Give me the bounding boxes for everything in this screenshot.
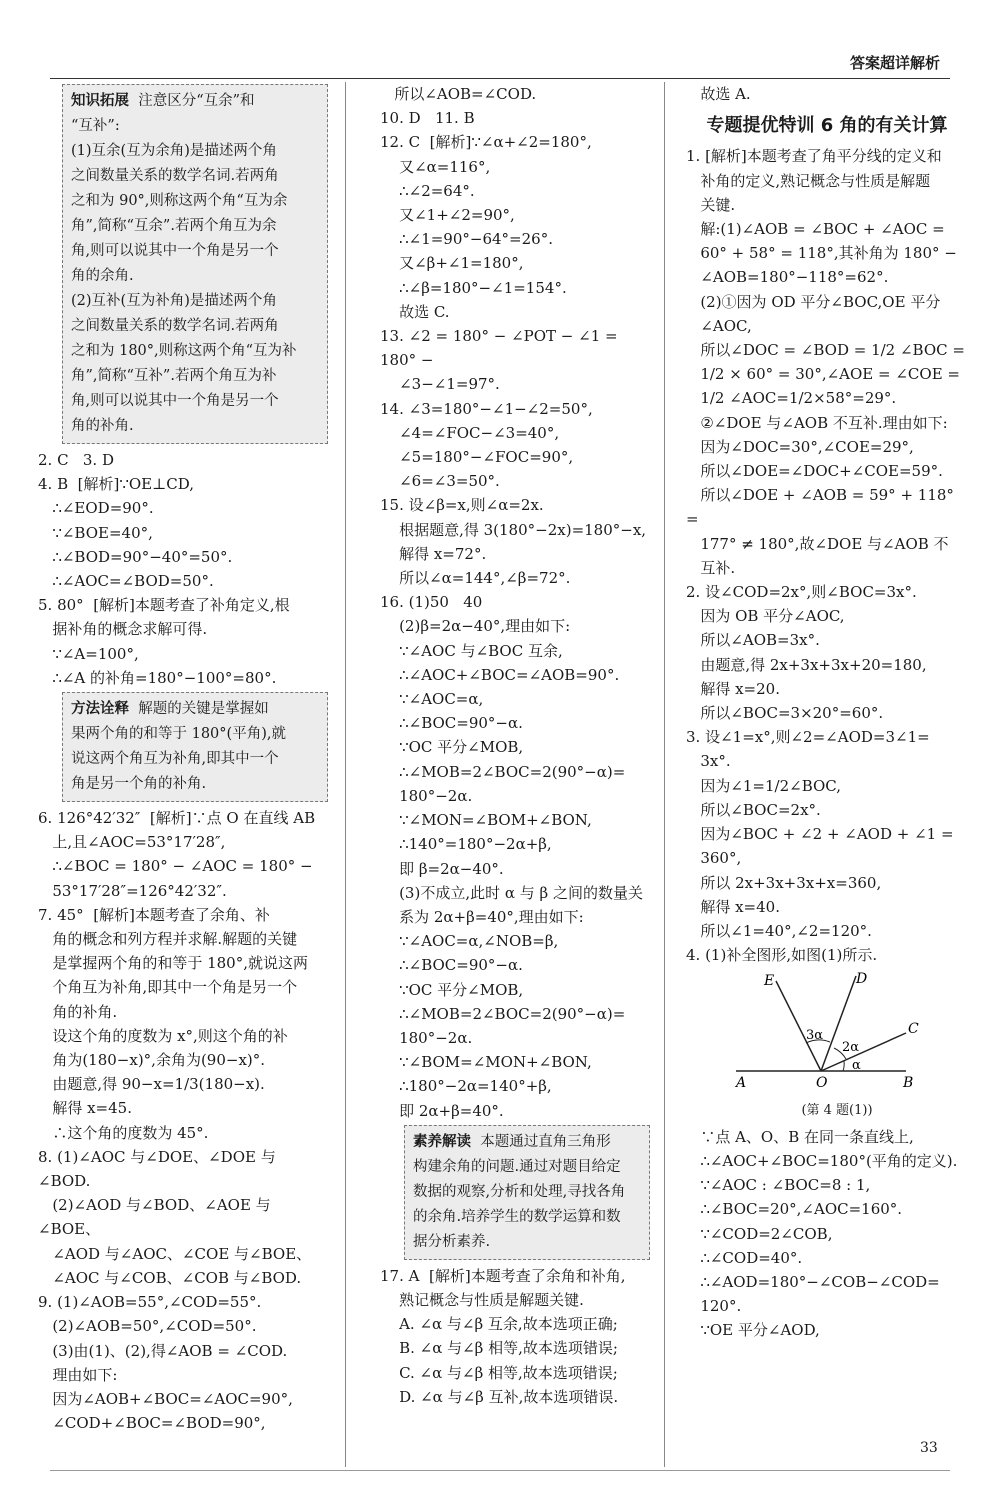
text-line: ∵∠BOE=40°, — [38, 523, 153, 542]
text-line: 180°−2α. — [380, 1028, 473, 1047]
text-line: ∴∠BOC=90°−α. — [380, 714, 523, 733]
text-line: 故选 A. — [686, 85, 751, 103]
box-line: 角的补角. — [71, 418, 134, 434]
text-line: 设这个角的度数为 x°,则这个角的补 — [38, 1026, 288, 1045]
text-line: 即 β=2α−40°. — [380, 859, 504, 878]
column-1 — [38, 82, 328, 1435]
text-line: 9. (1)∠AOB=55°,∠COD=55°. — [38, 1293, 262, 1312]
text-line: (2)β=2α−40°,理由如下: — [380, 617, 571, 636]
answers-6-9 — [38, 806, 328, 1435]
text-line: ∴∠BOC=20°,∠AOC=160°. — [686, 1200, 903, 1219]
text-line: 15. 设∠β=x,则∠α=2x. — [380, 496, 544, 515]
answer-4-continued — [686, 1125, 968, 1343]
text-line: ∴∠AOD=180°−∠COB−∠COD= — [686, 1272, 940, 1291]
text-line: 因为∠AOB+∠BOC=∠AOC=90°, — [38, 1389, 293, 1408]
text-line: ∴∠EOD=90°. — [38, 499, 154, 518]
text-line: 据补角的概念求解可得. — [38, 620, 208, 639]
text-line: 1/2 ∠AOC=1/2×58°=29°. — [686, 389, 897, 408]
text-line: ∵OC 平分∠MOB, — [380, 980, 524, 999]
box-line: 数据的观察,分析和处理,寻找各角 — [413, 1183, 626, 1200]
text-line: 所以∠α=144°,∠β=72°. — [380, 569, 571, 588]
label-alpha: α — [852, 1058, 861, 1074]
text-line: ∴∠COD=40°. — [686, 1248, 803, 1267]
text-line: ∵∠BOM=∠MON+∠BON, — [380, 1053, 592, 1072]
text-line: ∴140°=180°−2α+β, — [380, 835, 552, 854]
text-line: ∵∠COD=2∠COB, — [686, 1224, 833, 1243]
text-line: (3)由(1)、(2),得∠AOB = ∠COD. — [38, 1341, 288, 1360]
section-title: 专题提优特训 6 角的有关计算 — [706, 115, 948, 137]
text-line: ∴∠1=90°−64°=26°. — [380, 230, 553, 249]
literacy-box — [404, 1125, 650, 1260]
text-line: 2. C 3. D — [38, 451, 114, 469]
text-line: ∵OC 平分∠MOB, — [380, 738, 524, 757]
text-line: 10. D 11. B — [380, 109, 475, 128]
text-line: ∵OE 平分∠AOD, — [686, 1321, 820, 1340]
box-line: 角是另一个角的补角. — [71, 776, 207, 793]
column-divider-2 — [664, 82, 665, 1467]
text-line: ②∠DOE 与∠AOB 不互补.理由如下: — [686, 413, 948, 432]
box-first-line — [71, 697, 319, 722]
text-line: ∴∠BOC = 180° − ∠AOC = 180° − — [38, 857, 313, 876]
column-3 — [686, 82, 968, 1343]
knowledge-box — [62, 84, 328, 444]
page-number: 33 — [920, 1440, 938, 1456]
box-first-line — [413, 1130, 641, 1155]
text-line: B. ∠α 与∠β 相等,故本选项错误; — [380, 1339, 618, 1358]
figure-caption: (第 4 题(1)) — [801, 1102, 873, 1118]
text-line: 360°, — [686, 849, 742, 868]
answers-17 — [380, 1264, 650, 1409]
text-line: 解:(1)∠AOB = ∠BOC + ∠AOC = — [686, 220, 945, 239]
box-text: 本题通过直角三角形 — [480, 1133, 611, 1150]
text-line: 3. 设∠1=x°,则∠2=∠AOD=3∠1= — [686, 728, 930, 747]
text-line: 60° + 58° = 118°,其补角为 180° − — [686, 244, 957, 263]
text-line: 所以∠DOC = ∠BOD = 1/2 ∠BOC = — [686, 341, 965, 360]
text-line: A. ∠α 与∠β 互余,故本选项正确; — [380, 1315, 618, 1334]
text-line: 又∠α=116°, — [380, 157, 491, 176]
text-line: 解得 x=40. — [686, 897, 780, 916]
page-header — [50, 50, 950, 79]
text-line: 又∠1+∠2=90°, — [380, 206, 515, 225]
text-line: 又∠β+∠1=180°, — [380, 254, 524, 273]
column-2 — [380, 82, 650, 1409]
text-line: 即 2α+β=40°. — [380, 1101, 504, 1120]
text-line: ∠4=∠FOC−∠3=40°, — [380, 423, 560, 442]
text-line: 因为∠BOC + ∠2 + ∠AOD + ∠1 = — [686, 825, 954, 844]
text-line: 所以 2x+3x+3x+x=360, — [686, 873, 882, 892]
box-line: 之和为 90°,则称这两个角“互为余 — [71, 193, 288, 209]
box-line: 角,则可以说其中一个角是另一个 — [71, 393, 279, 409]
text-line: 角的概念和列方程并求解.解题的关键 — [38, 930, 298, 949]
text-line: 7. 45° [解析]本题考查了余角、补 — [38, 905, 270, 924]
column-divider-1 — [345, 82, 346, 1467]
text-line: 因为 OB 平分∠AOC, — [686, 607, 845, 626]
text-line: 解得 x=45. — [38, 1099, 132, 1118]
text-line: 2. 设∠COD=2x°,则∠BOC=3x°. — [686, 583, 917, 602]
text-line: 180°−2α. — [380, 786, 473, 805]
box-line: 的余角.培养学生的数学运算和数 — [413, 1208, 621, 1225]
text-line: 53°17′28″=126°42′32″. — [38, 881, 227, 900]
text-line: 17. A [解析]本题考查了余角和补角, — [380, 1266, 626, 1285]
label-a: A — [736, 1075, 747, 1092]
box-line: 说这两个角互为补角,即其中一个 — [71, 751, 279, 768]
text-line: ∠AOB=180°−118°=62°. — [686, 268, 889, 287]
box-tag: 方法诠释 — [71, 701, 129, 718]
text-line: ∠COD+∠BOC=∠BOD=90°, — [38, 1414, 266, 1433]
text-line: 补角的定义,熟记概念与性质是解题 — [686, 171, 931, 190]
text-line: ∴这个角的度数为 45°. — [38, 1123, 209, 1142]
text-line: 13. ∠2 = 180° − ∠POT − ∠1 = 180° − — [380, 327, 623, 370]
text-line: 由题意,得 2x+3x+3x+20=180, — [686, 655, 927, 674]
text-line: 16. (1)50 40 — [380, 593, 483, 612]
text-line: ∠5=180°−∠FOC=90°, — [380, 448, 574, 467]
text-line: ∵∠A=100°, — [38, 644, 139, 663]
angle-diagram — [706, 971, 936, 1091]
text-line: ∠AOC, — [686, 316, 752, 335]
box-line: 角的余角. — [71, 268, 134, 284]
text-line: ∴∠AOC=∠BOD=50°. — [38, 572, 214, 591]
text-line: 所以∠BOC=2x°. — [686, 800, 821, 819]
figure-4-1 — [706, 971, 968, 1122]
box-line: 之间数量关系的数学名词.若两角 — [71, 318, 279, 334]
text-line: 12. C [解析]∵∠α+∠2=180°, — [380, 133, 592, 152]
answer-17-tail — [686, 82, 968, 106]
text-line: ∴∠β=180°−∠1=154°. — [380, 278, 567, 297]
label-d: D — [856, 971, 868, 988]
box-line: 角”,简称“互补”.若两个角互为补 — [71, 368, 277, 384]
text-line: ∵点 A、O、B 在同一条直线上, — [686, 1127, 914, 1146]
text-line: (2)∠AOD 与∠BOD、∠AOE 与∠BOE、 — [38, 1196, 271, 1239]
text-line: D. ∠α 与∠β 互补,故本选项错误. — [380, 1387, 619, 1406]
header-title: 答案超详解析 — [849, 54, 940, 72]
text-line: ∴∠A 的补角=180°−100°=80°. — [38, 668, 277, 687]
box-first-line — [71, 89, 319, 114]
box-text: 解题的关键是掌握如 — [138, 701, 269, 718]
text-line: 所以∠AOB=3x°. — [686, 631, 820, 650]
text-line: 1/2 × 60° = 30°,∠AOE = ∠COE = — [686, 365, 960, 384]
text-line: 解得 x=72°. — [380, 544, 487, 563]
text-line: 所以∠1=40°,∠2=120°. — [686, 921, 872, 940]
text-line: 4. B [解析]∵OE⊥CD, — [38, 475, 194, 494]
text-line: (2)∠AOB=50°,∠COD=50°. — [38, 1317, 257, 1336]
text-line: (2)①因为 OD 平分∠BOC,OE 平分 — [686, 292, 941, 311]
label-2alpha: 2α — [842, 1040, 860, 1056]
text-line: 解得 x=20. — [686, 679, 780, 698]
box-line: 据分析素养. — [413, 1233, 491, 1250]
text-line: 熟记概念与性质是解题关键. — [380, 1290, 584, 1309]
box-line: 构建余角的问题.通过对题目给定 — [413, 1158, 621, 1175]
box-line: “互补”: — [71, 118, 120, 134]
text-line: ∴∠MOB=2∠BOC=2(90°−α)= — [380, 1004, 626, 1023]
text-line: 是掌握两个角的和等于 180°,就说这两 — [38, 954, 308, 973]
text-line: 8. (1)∠AOC 与∠DOE、∠DOE 与∠BOD. — [38, 1147, 276, 1191]
text-line: ∴180°−2α=140°+β, — [380, 1077, 552, 1096]
text-line: 因为∠DOC=30°,∠COE=29°, — [686, 437, 914, 456]
text-line: 由题意,得 90−x=1/3(180−x). — [38, 1075, 265, 1094]
box-text: 注意区分“互余”和 — [138, 93, 255, 109]
text-line: ∴∠BOD=90°−40°=50°. — [38, 547, 233, 566]
text-line: 所以∠AOB=∠COD. — [380, 85, 537, 103]
label-c: C — [908, 1021, 919, 1038]
text-line: 6. 126°42′32″ [解析]∵点 O 在直线 AB — [38, 809, 316, 828]
footer-rule — [50, 1470, 950, 1471]
text-line: 角的补角. — [38, 1002, 118, 1021]
text-line: 14. ∠3=180°−∠1−∠2=50°, — [380, 399, 593, 418]
text-line: ∴∠MOB=2∠BOC=2(90°−α)= — [380, 762, 626, 781]
special-answers — [686, 144, 968, 967]
box-line: 果两个角的和等于 180°(平角),就 — [71, 726, 286, 743]
text-line: 个角互为补角,即其中一个角是另一个 — [38, 978, 298, 997]
text-line: 4. (1)补全图形,如图(1)所示. — [686, 946, 878, 965]
text-line: 120°. — [686, 1297, 742, 1316]
box-line: (1)互余(互为余角)是描述两个角 — [71, 143, 277, 159]
text-line: 角为(180−x)°,余角为(90−x)°. — [38, 1051, 266, 1070]
text-line: 所以∠DOE=∠DOC+∠COE=59°. — [686, 462, 943, 481]
text-line: ∵∠AOC=α,∠NOB=β, — [380, 932, 559, 951]
text-line: C. ∠α 与∠β 相等,故本选项错误; — [380, 1363, 618, 1382]
label-3alpha: 3α — [806, 1028, 824, 1044]
label-e: E — [764, 973, 775, 990]
text-line: ∴∠BOC=90°−α. — [380, 956, 523, 975]
box-line: 之间数量关系的数学名词.若两角 — [71, 168, 279, 184]
label-o: O — [816, 1075, 828, 1092]
text-line: 故选 C. — [380, 302, 450, 321]
text-line: 所以∠BOC=3×20°=60°. — [686, 704, 884, 723]
text-line: (3)不成立,此时 α 与 β 之间的数量关 — [380, 883, 643, 902]
text-line: 3x°. — [686, 752, 731, 771]
label-b: B — [903, 1075, 914, 1092]
text-line: ∠3−∠1=97°. — [380, 375, 500, 394]
text-line: 系为 2α+β=40°,理由如下: — [380, 907, 584, 926]
text-line: ∵∠AOC : ∠BOC=8 : 1, — [686, 1176, 871, 1195]
box-tag: 知识拓展 — [71, 93, 129, 109]
box-line: 之和为 180°,则称这两个角“互为补 — [71, 343, 297, 359]
text-line: ∴∠2=64°. — [380, 181, 475, 200]
box-line: 角,则可以说其中一个角是另一个 — [71, 243, 279, 259]
text-line: ∴∠AOC+∠BOC=∠AOB=90°. — [380, 665, 620, 684]
text-line: 关键. — [686, 195, 736, 214]
text-line: ∴∠AOC+∠BOC=180°(平角的定义). — [686, 1151, 958, 1170]
method-box-content — [71, 697, 319, 797]
text-line: 上,且∠AOC=53°17′28″, — [38, 833, 226, 852]
answers-2-5 — [38, 448, 328, 690]
text-line: ∵∠AOC 与∠BOC 互余, — [380, 641, 563, 660]
text-line: ∠AOC 与∠COB、∠COB 与∠BOD. — [38, 1268, 302, 1287]
box-line: (2)互补(互为补角)是描述两个角 — [71, 293, 277, 309]
text-line: ∵∠MON=∠BOM+∠BON, — [380, 811, 592, 830]
text-line: 互补. — [686, 558, 736, 577]
knowledge-box-content — [71, 89, 319, 439]
text-line: ∠AOD 与∠AOC、∠COE 与∠BOE、 — [38, 1244, 312, 1263]
text-line: ∵∠AOC=α, — [380, 690, 484, 709]
text-line: 5. 80° [解析]本题考查了补角定义,根 — [38, 596, 290, 615]
literacy-box-content — [413, 1130, 641, 1255]
answers-9-16 — [380, 82, 650, 1123]
text-line: 177° ≠ 180°,故∠DOE 与∠AOB 不 — [686, 534, 949, 553]
box-tag: 素养解读 — [413, 1133, 471, 1150]
text-line: 理由如下: — [38, 1365, 118, 1384]
text-line: 所以∠DOE + ∠AOB = 59° + 118° = — [686, 486, 959, 529]
text-line: 根据题意,得 3(180°−2x)=180°−x, — [380, 520, 647, 539]
box-line: 角”,简称“互余”.若两个角互为余 — [71, 218, 277, 234]
text-line: 因为∠1=1/2∠BOC, — [686, 776, 842, 795]
text-line: ∠6=∠3=50°. — [380, 472, 500, 491]
method-box — [62, 692, 328, 802]
text-line: 1. [解析]本题考查了角平分线的定义和 — [686, 147, 942, 166]
